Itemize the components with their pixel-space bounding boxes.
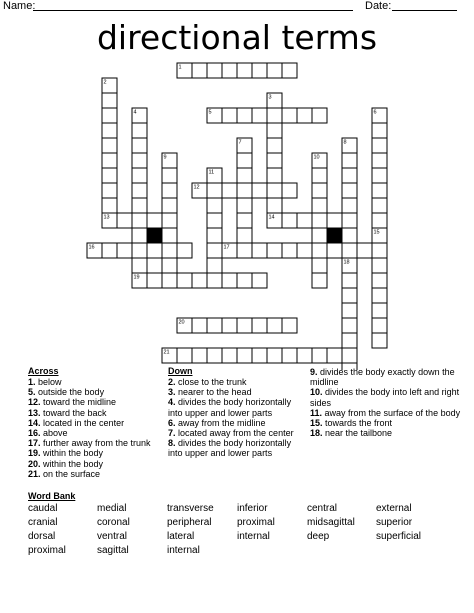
clue-item [310,418,470,428]
word-bank-word: proximal [237,517,275,528]
crossword-cell[interactable] [207,198,222,213]
clue-number: 8. [168,438,179,449]
clue-item [168,428,300,438]
crossword-cell[interactable] [207,348,222,363]
crossword-cell[interactable] [252,63,267,78]
crossword-clue-number: 8 [343,139,347,146]
crossword-cell[interactable] [372,318,387,333]
crossword-cell[interactable] [342,168,357,183]
crossword-cell[interactable] [282,108,297,123]
word-bank-word: cranial [28,517,58,528]
clue-number: 20. [28,458,44,469]
crossword-cell[interactable] [297,348,312,363]
word-bank-word: internal [167,545,200,556]
clue-number: 6. [168,417,179,428]
clue-text: close to the trunk [178,377,247,387]
crossword-clue-number: 21 [163,349,170,356]
word-bank-word: inferior [237,503,268,514]
crossword-cell[interactable] [252,348,267,363]
crossword-cell[interactable] [252,108,267,123]
crossword-cell[interactable] [237,63,252,78]
crossword-black-cell [327,228,342,243]
crossword-cell[interactable] [342,333,357,348]
crossword-cell[interactable] [252,183,267,198]
word-bank-word: superficial [376,531,422,542]
word-bank-word: lateral [167,531,195,542]
crossword-clue-number: 11 [208,169,215,176]
word-bank-word: central [307,503,338,514]
crossword-cell[interactable] [222,318,237,333]
crossword-cell[interactable] [177,243,192,258]
crossword-cell[interactable] [207,213,222,228]
crossword-cell[interactable] [162,168,177,183]
crossword-clue-number: 16 [88,244,95,251]
crossword-cell[interactable] [342,288,357,303]
crossword-cell[interactable] [372,153,387,168]
date-label: Date: [365,0,392,12]
crossword-cell[interactable] [192,273,207,288]
crossword-cell[interactable] [297,108,312,123]
crossword-cell[interactable] [192,318,207,333]
crossword-clue-number: 5 [208,109,212,116]
crossword-clue-number: 13 [103,214,110,221]
crossword-cell[interactable] [102,138,117,153]
crossword-cell[interactable] [342,273,357,288]
crossword-cell[interactable] [132,228,147,243]
crossword-cell[interactable] [237,273,252,288]
down-heading: Down [168,366,193,376]
crossword-clue-number: 2 [103,79,107,86]
crossword-cell[interactable] [102,93,117,108]
crossword-cell[interactable] [267,153,282,168]
crossword-cell[interactable] [267,168,282,183]
crossword-cell[interactable] [162,213,177,228]
word-bank-heading: Word Bank [28,491,76,501]
crossword-cell[interactable] [207,318,222,333]
crossword-cell[interactable] [267,243,282,258]
crossword-cell[interactable] [162,228,177,243]
crossword-cell[interactable] [102,153,117,168]
crossword-cell[interactable] [342,348,357,363]
clue-number: 15. [310,418,326,429]
crossword-cell[interactable] [237,198,252,213]
crossword-cell[interactable] [327,348,342,363]
crossword-clue-number: 18 [343,259,350,266]
crossword-cell[interactable] [372,303,387,318]
clue-text: located away from the center [178,428,294,439]
crossword-cell[interactable] [132,198,147,213]
crossword-cell[interactable] [297,243,312,258]
clue-text: divides the body horizontally into upper and lower parts [168,438,292,459]
crossword-cell[interactable] [312,183,327,198]
crossword-cell[interactable] [102,168,117,183]
crossword-cell[interactable] [267,123,282,138]
crossword-cell[interactable] [132,243,147,258]
crossword-cell[interactable] [237,183,252,198]
clue-number: 7. [168,428,179,439]
crossword-cell[interactable] [162,183,177,198]
crossword-cell[interactable] [237,228,252,243]
crossword-cell[interactable] [132,183,147,198]
clue-text: toward the back [43,407,107,418]
word-bank-word: caudal [28,503,58,514]
crossword-cell[interactable] [162,273,177,288]
crossword-cell[interactable] [252,318,267,333]
clue-item [28,397,163,407]
crossword-cell[interactable] [342,213,357,228]
clue-item [168,387,300,397]
clue-number: 21. [28,468,44,479]
crossword-cell[interactable] [342,183,357,198]
clue-number: 19. [28,448,44,459]
crossword-cell[interactable] [312,168,327,183]
clue-text: within the body [43,448,104,459]
clue-text: on the surface [43,468,101,479]
crossword-clue-number: 14 [268,214,275,221]
clue-number: 1. [28,377,39,387]
crossword-cell[interactable] [267,183,282,198]
crossword-clue-number: 6 [373,109,377,116]
down-clue-list [168,377,300,459]
clue-number: 10. [310,387,326,398]
clue-number: 9. [310,367,321,377]
crossword-clue-number: 3 [268,94,272,101]
crossword-clue-number: 20 [178,319,185,326]
crossword-cell[interactable] [132,213,147,228]
crossword-clue-number: 9 [163,154,167,161]
crossword-cell[interactable] [207,63,222,78]
crossword-cell[interactable] [147,243,162,258]
crossword-cell[interactable] [102,183,117,198]
crossword-cell[interactable] [372,288,387,303]
crossword-cell[interactable] [342,303,357,318]
crossword-cell[interactable] [312,228,327,243]
crossword-cell[interactable] [267,198,282,213]
crossword-cell[interactable] [312,258,327,273]
clue-item [28,469,163,479]
clue-text: below [38,377,62,387]
crossword-cell[interactable] [192,63,207,78]
crossword-cell[interactable] [132,123,147,138]
clue-number: 12. [28,397,44,408]
crossword-cell[interactable] [312,348,327,363]
word-bank-word: sagittal [97,545,129,556]
crossword-cell[interactable] [162,258,177,273]
crossword-cell[interactable] [147,273,162,288]
crossword-cell[interactable] [342,228,357,243]
clue-text: divides the body horizontally into upper and lower parts [168,397,292,418]
clue-number: 14. [28,417,44,428]
word-bank-word: proximal [28,545,66,556]
crossword-cell[interactable] [102,198,117,213]
word-bank-word: coronal [97,517,130,528]
crossword-cell[interactable] [102,243,117,258]
across-heading: Across [28,366,59,376]
crossword-cell[interactable] [222,108,237,123]
clue-text: within the body [43,458,104,469]
crossword-cell[interactable] [192,348,207,363]
word-bank-word: peripheral [167,517,212,528]
crossword-cell[interactable] [252,243,267,258]
crossword-cell[interactable] [372,123,387,138]
clue-item [28,387,163,397]
clue-number: 11. [310,407,325,418]
clue-item [168,418,300,428]
crossword-cell[interactable] [207,243,222,258]
crossword-cell[interactable] [342,198,357,213]
crossword-cell[interactable] [282,243,297,258]
crossword-cell[interactable] [177,348,192,363]
crossword-cell[interactable] [147,213,162,228]
clue-text: divides the body exactly down the midline [310,367,455,388]
word-bank-word: deep [307,531,330,542]
clue-number: 2. [168,377,179,387]
clue-item [310,367,470,387]
word-bank-word: internal [237,531,270,542]
crossword-cell[interactable] [207,258,222,273]
crossword-cell[interactable] [372,333,387,348]
crossword-clue-number: 4 [133,109,137,116]
crossword-clue-number: 19 [133,274,140,281]
crossword-cell[interactable] [222,183,237,198]
crossword-cell[interactable] [117,213,132,228]
clue-text: further away from the trunk [43,438,151,449]
crossword-cell[interactable] [342,318,357,333]
clue-text: above [43,428,68,439]
crossword-cell[interactable] [372,213,387,228]
down-clue-list-continued [310,367,470,438]
crossword-cell[interactable] [252,273,267,288]
clue-item [28,418,163,428]
crossword-cell[interactable] [372,183,387,198]
crossword-cell[interactable] [237,318,252,333]
crossword-cell[interactable] [132,258,147,273]
crossword-cell[interactable] [372,273,387,288]
crossword-cell[interactable] [207,183,222,198]
crossword-cell[interactable] [117,243,132,258]
crossword-clue-number: 15 [373,229,380,236]
crossword-cell[interactable] [162,198,177,213]
clue-text: toward the midline [43,397,117,408]
clue-text: outside the body [38,387,105,398]
clue-item [28,428,163,438]
clue-text: located in the center [43,417,125,428]
crossword-cell[interactable] [327,243,342,258]
crossword-cell[interactable] [342,153,357,168]
clue-item [310,408,470,418]
crossword-cell[interactable] [237,213,252,228]
crossword-cell[interactable] [372,198,387,213]
clue-item [310,428,470,438]
crossword-cell[interactable] [372,138,387,153]
word-bank-word: medial [97,503,127,514]
crossword-cell[interactable] [312,108,327,123]
crossword-cell[interactable] [237,243,252,258]
crossword-cell[interactable] [267,318,282,333]
crossword-clue-number: 10 [313,154,320,161]
crossword-cell[interactable] [222,273,237,288]
clue-item [28,408,163,418]
crossword-black-cell [147,228,162,243]
clue-number: 17. [28,438,44,449]
clue-text: towards the front [325,418,393,429]
clue-number: 16. [28,428,44,439]
clue-text: away from the surface of the body [324,407,461,418]
crossword-cell[interactable] [267,348,282,363]
clue-item [28,448,163,458]
word-bank-word: external [376,503,412,514]
clue-text: nearer to the head [178,387,252,398]
crossword-cell[interactable] [237,153,252,168]
word-bank-word: dorsal [28,531,56,542]
crossword-cell[interactable] [162,243,177,258]
clue-item [168,377,300,387]
crossword-cell[interactable] [132,138,147,153]
clue-number: 18. [310,428,326,439]
crossword-clue-number: 7 [238,139,242,146]
clue-item [28,438,163,448]
clue-text: divides the body into left and right sides [310,387,460,408]
clue-item [168,438,300,458]
crossword-cell[interactable] [312,243,327,258]
clue-number: 13. [28,407,44,418]
crossword-cell[interactable] [207,273,222,288]
crossword-clue-number: 1 [178,64,182,71]
clue-number: 4. [168,397,179,408]
clue-text: near the tailbone [325,428,393,439]
crossword-cell[interactable] [222,63,237,78]
crossword-cell[interactable] [372,243,387,258]
crossword-cell[interactable] [237,348,252,363]
crossword-clue-number: 12 [193,184,200,191]
clue-number: 5. [28,387,39,398]
word-bank-word: midsagittal [307,517,355,528]
crossword-cell[interactable] [267,63,282,78]
name-label: Name: [3,0,36,12]
crossword-cell[interactable] [102,123,117,138]
crossword-cell[interactable] [102,108,117,123]
crossword-cell[interactable] [282,183,297,198]
word-bank-word: ventral [97,531,128,542]
crossword-cell[interactable] [132,153,147,168]
clue-item [28,377,163,387]
crossword-cell[interactable] [372,168,387,183]
clue-number: 3. [168,387,179,398]
clue-text: away from the midline [178,417,266,428]
crossword-cell[interactable] [207,228,222,243]
clue-item [168,397,300,417]
crossword-clue-number: 17 [223,244,230,251]
crossword-cell[interactable] [312,198,327,213]
crossword-cell[interactable] [312,213,327,228]
across-clue-list [28,377,163,479]
clue-item [28,459,163,469]
crossword-cell[interactable] [237,168,252,183]
page-title: directional terms [96,18,378,57]
crossword-cell[interactable] [282,63,297,78]
clue-item [310,387,470,407]
word-bank-word: superior [376,517,413,528]
crossword-cell[interactable] [267,138,282,153]
crossword-cell[interactable] [297,213,312,228]
word-bank-word: transverse [167,503,214,514]
crossword-cell[interactable] [282,318,297,333]
crossword-cell[interactable] [177,273,192,288]
crossword-cell[interactable] [372,258,387,273]
crossword-cell[interactable] [342,243,357,258]
crossword-cell[interactable] [357,243,372,258]
crossword-cell[interactable] [267,108,282,123]
crossword-cell[interactable] [282,348,297,363]
crossword-cell[interactable] [282,213,297,228]
crossword-cell[interactable] [312,273,327,288]
crossword-cell[interactable] [132,168,147,183]
crossword-cell[interactable] [327,213,342,228]
crossword-cell[interactable] [237,108,252,123]
crossword-cell[interactable] [222,348,237,363]
